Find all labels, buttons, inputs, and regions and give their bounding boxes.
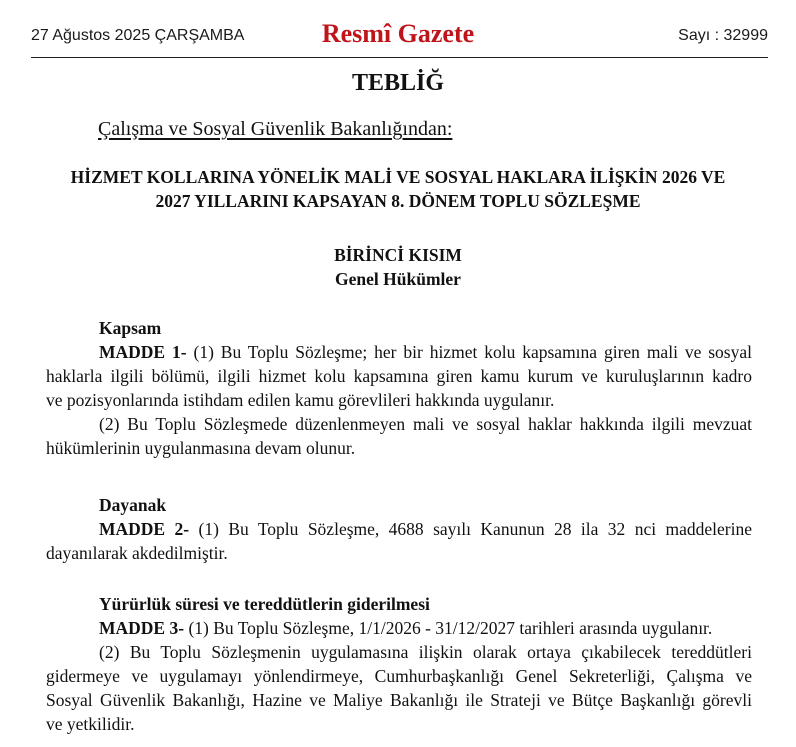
article-number: MADDE 3-: [99, 618, 185, 638]
article-line: (2) Bu Toplu Sözleşmenin uygulamasına ilişkin olarak ortaya çıkabilecek tereddütleri: [99, 642, 752, 662]
document-title: [40, 165, 756, 213]
document-type: TEBLİĞ: [351, 70, 445, 96]
section-heading: Dayanak: [99, 495, 167, 515]
issue-date: 27 Ağustos 2025 ÇARŞAMBA: [31, 27, 245, 44]
issuing-ministry: Çalışma ve Sosyal Güvenlik Bakanlığından:: [98, 118, 453, 140]
header-divider: [31, 57, 768, 58]
article-number: MADDE 1-: [99, 342, 187, 362]
document-title-line-1: HİZMET KOLLARINA YÖNELİK MALİ VE SOSYAL HAKLARA İLİŞKİN 2026 VE: [70, 167, 726, 187]
article-line: Sosyal Güvenlik Bakanlığı, Hazine ve Maliye Bakanlığı ile Strateji ve Bütçe Başkanlığı görevli: [46, 690, 752, 710]
article-line: hükümlerinin uygulanmasına devam olunur.: [46, 438, 356, 458]
article-text: (1) Bu Toplu Sözleşme; her bir hizmet kolu kapsamına giren mali ve sosyal: [186, 342, 752, 362]
article-line: [46, 517, 752, 541]
part-subtitle: Genel Hükümler: [335, 269, 461, 289]
section-dayanak: [46, 493, 752, 565]
article-text: (1) Bu Toplu Sözleşme, 1/1/2026 - 31/12/2027 tarihleri arasında uygulanır.: [184, 618, 713, 638]
section-yururluk: [46, 592, 752, 736]
article-number: MADDE 2-: [99, 519, 190, 539]
section-heading: Kapsam: [99, 318, 162, 338]
part-heading: [0, 243, 796, 291]
article-line: [46, 616, 752, 640]
section-kapsam: [46, 316, 752, 460]
article-line: haklarla ilgili bölümü, ilgili hizmet kolu kapsamına giren kamu kurum ve kuruluşlarının kadro: [46, 366, 752, 386]
article-line: dayanılarak akdedilmiştir.: [46, 543, 228, 563]
issue-number: Sayı : 32999: [678, 27, 768, 44]
article-line: ve yetkilidir.: [46, 714, 135, 734]
gazette-header: [0, 0, 796, 62]
article-line: [46, 340, 752, 364]
article-line: gidermeye ve uygulamayı yönlendirmeye, Cumhurbaşkanlığı Genel Sekreterliği, Çalışma ve: [46, 666, 752, 686]
section-heading: Yürürlük süresi ve tereddütlerin giderilmesi: [99, 594, 430, 614]
document-title-line-2: 2027 YILLARINI KAPSAYAN 8. DÖNEM TOPLU SÖZLEŞME: [155, 191, 641, 211]
article-text: (1) Bu Toplu Sözleşme, 4688 sayılı Kanunun 28 ila 32 nci maddelerine: [189, 519, 752, 539]
article-line: (2) Bu Toplu Sözleşmede düzenlenmeyen mali ve sosyal haklar hakkında ilgili mevzuat: [99, 414, 752, 434]
article-line: ve pozisyonlarında istihdam edilen kamu görevlileri hakkında uygulanır.: [46, 390, 555, 410]
part-title: BİRİNCİ KISIM: [334, 245, 462, 265]
gazette-title: Resmî Gazete: [321, 19, 475, 48]
